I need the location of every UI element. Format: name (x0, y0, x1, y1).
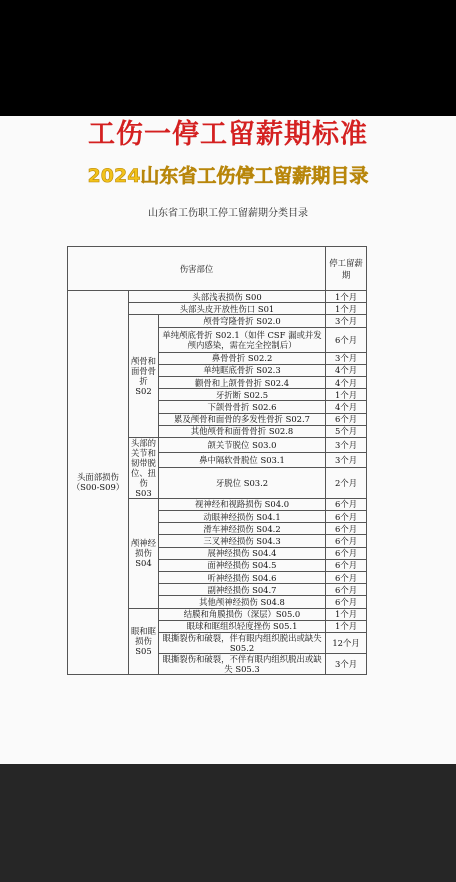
injury-period: 3个月 (326, 352, 367, 364)
table-header-row (68, 247, 367, 291)
injury-name: 牙脱位 S03.2 (159, 467, 326, 498)
injury-name: 颅骨穹隆骨折 S02.0 (159, 315, 326, 327)
injury-name: 眼球和眶组织轻度挫伤 S05.1 (159, 620, 326, 632)
injury-period: 4个月 (326, 364, 367, 376)
injury-name: 滑车神经损伤 S04.2 (159, 523, 326, 535)
injury-period: 6个月 (326, 572, 367, 584)
injury-period: 6个月 (326, 535, 367, 547)
injury-period: 5个月 (326, 425, 367, 437)
injury-name: 头部浅表损伤 S00 (129, 291, 326, 303)
injury-period: 1个月 (326, 291, 367, 303)
header-injury-part: 伤害部位 (68, 247, 326, 291)
injury-name: 牙折断 S02.5 (159, 389, 326, 401)
injury-period: 6个月 (326, 547, 367, 559)
header-period: 停工留薪期 (326, 247, 367, 291)
injury-period: 6个月 (326, 559, 367, 571)
sub-title: 2024山东省工伤停工留薪期目录 (87, 165, 369, 187)
injury-period: 6个月 (326, 584, 367, 596)
injury-period: 1个月 (326, 608, 367, 620)
injury-period: 6个月 (326, 413, 367, 425)
injury-name: 其他颅神经损伤 S04.8 (159, 596, 326, 608)
injury-period: 3个月 (326, 437, 367, 452)
injury-period: 6个月 (326, 511, 367, 523)
injury-name: 单纯眶底骨折 S02.3 (159, 364, 326, 376)
document-page (0, 116, 456, 764)
bottom-band (0, 764, 456, 882)
document-heading: 山东省工伤职工停工留薪期分类目录 (148, 208, 308, 219)
main-title: 工伤一停工留薪期标准 (88, 119, 368, 150)
injury-period: 4个月 (326, 401, 367, 413)
injury-name: 颌关节脱位 S03.0 (159, 437, 326, 452)
injury-name: 听神经损伤 S04.6 (159, 572, 326, 584)
injury-name: 鼻骨骨折 S02.2 (159, 352, 326, 364)
injury-name: 面神经损伤 S04.5 (159, 559, 326, 571)
injury-period-table (67, 246, 367, 675)
injury-period: 3个月 (326, 653, 367, 674)
group-cell: 眼和眶损伤 S05 (129, 608, 159, 674)
group-cell: 头部的关节和韧带脱位、扭伤 S03 (129, 437, 159, 498)
injury-period: 3个月 (326, 315, 367, 327)
injury-period: 12个月 (326, 632, 367, 653)
injury-name: 视神经和视路损伤 S04.0 (159, 498, 326, 510)
group-cell: 颅神经损伤 S04 (129, 498, 159, 608)
category-cell: 头面部损伤（S00-S09） (68, 291, 129, 675)
injury-period: 4个月 (326, 376, 367, 388)
injury-name: 其他颅骨和面骨骨折 S02.8 (159, 425, 326, 437)
injury-name: 头部头皮开放性伤口 S01 (129, 303, 326, 315)
injury-name: 颧骨和上颌骨骨折 S02.4 (159, 376, 326, 388)
table-row (68, 291, 367, 303)
injury-name: 三叉神经损伤 S04.3 (159, 535, 326, 547)
injury-period: 6个月 (326, 523, 367, 535)
injury-name: 结膜和角膜损伤（深层）S05.0 (159, 608, 326, 620)
injury-period: 2个月 (326, 467, 367, 498)
injury-name: 眼撕裂伤和破裂，伴有眼内组织脱出或缺失 S05.2 (159, 632, 326, 653)
injury-name: 鼻中隔软骨脱位 S03.1 (159, 452, 326, 467)
injury-name: 副神经损伤 S04.7 (159, 584, 326, 596)
injury-name: 眼撕裂伤和破裂，不伴有眼内组织脱出或缺失 S05.3 (159, 653, 326, 674)
injury-name: 展神经损伤 S04.4 (159, 547, 326, 559)
group-cell: 颅骨和面骨骨折 S02 (129, 315, 159, 438)
injury-period: 6个月 (326, 596, 367, 608)
injury-period: 3个月 (326, 452, 367, 467)
injury-period: 6个月 (326, 327, 367, 352)
injury-name: 单纯颅底骨折 S02.1（如伴 CSF 漏或并发颅内感染，需在完全控制后） (159, 327, 326, 352)
injury-name: 动眼神经损伤 S04.1 (159, 511, 326, 523)
injury-period: 1个月 (326, 303, 367, 315)
injury-period: 1个月 (326, 620, 367, 632)
injury-period: 6个月 (326, 498, 367, 510)
injury-period: 1个月 (326, 389, 367, 401)
injury-name: 累及颅骨和面骨的多发性骨折 S02.7 (159, 413, 326, 425)
injury-name: 下颌骨骨折 S02.6 (159, 401, 326, 413)
